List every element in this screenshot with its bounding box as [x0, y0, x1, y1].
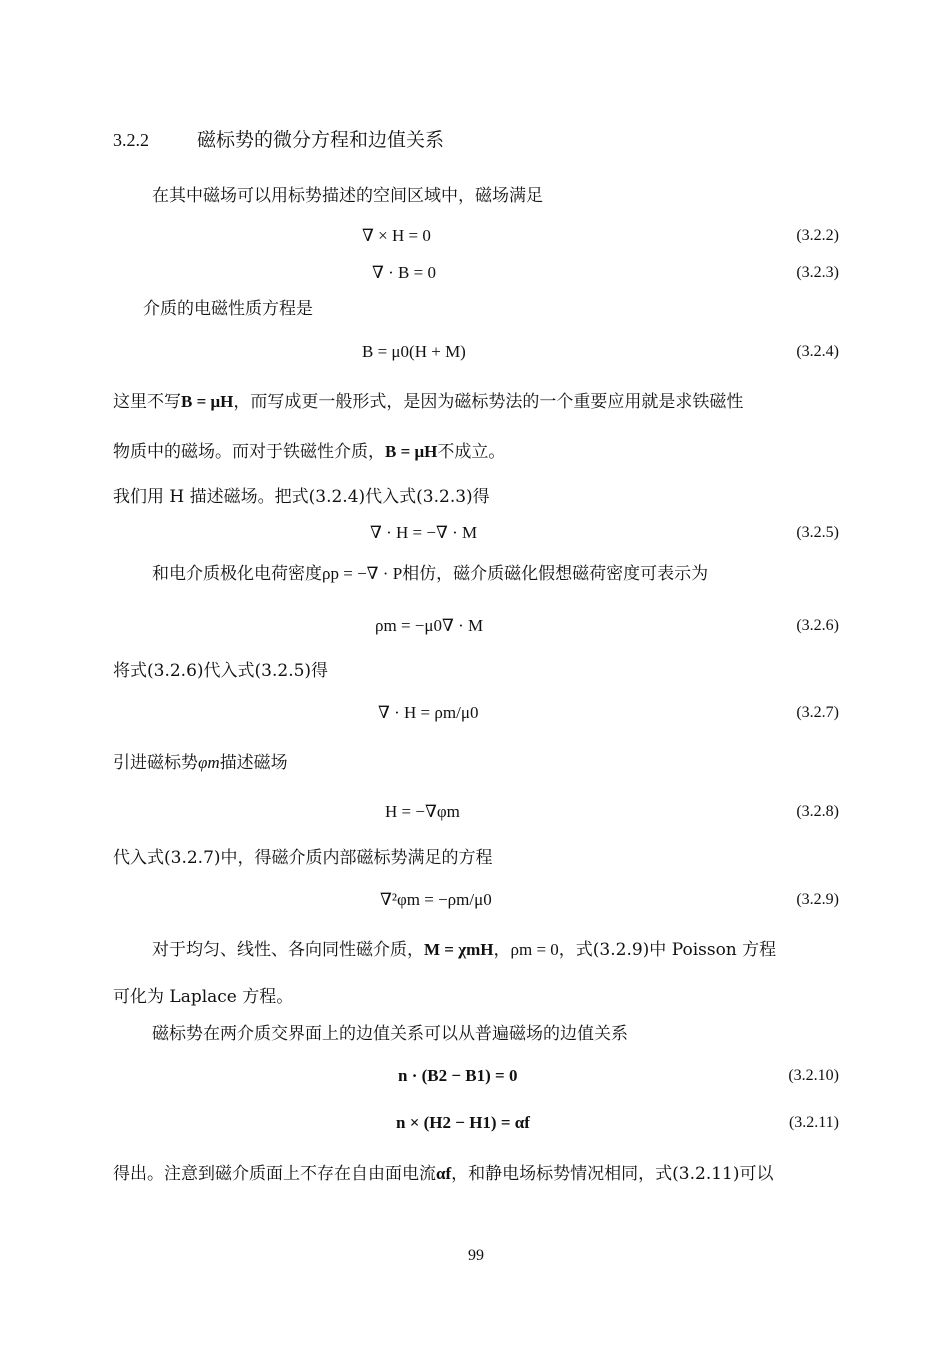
equation-expr: ∇²φm = −ρm/μ0 [380, 890, 492, 909]
paragraph-line: 在其中磁场可以用标势描述的空间区域中，磁场满足 [152, 186, 543, 206]
section-number: 3.2.2 [113, 130, 149, 150]
text-fragment: 得出。注意到磁介质面上不存在自由面电流 [113, 1164, 436, 1184]
equation-expr: ∇ × H = 0 [362, 226, 431, 245]
equation-expr: ∇ · B = 0 [372, 263, 436, 282]
equation-expr: ∇ · H = ρm/μ0 [378, 703, 479, 722]
equation-expr: ∇ · H = −∇ · M [370, 523, 478, 542]
equation-label: (3.2.2) [796, 227, 839, 244]
equation-label: (3.2.6) [796, 617, 839, 634]
inline-math: αf [436, 1164, 452, 1183]
text-fragment: 和电介质极化电荷密度 [152, 564, 322, 584]
equation [362, 225, 431, 247]
equation [372, 262, 436, 284]
section-heading [113, 129, 444, 151]
equation-expr: ρm = −μ0∇ · M [375, 616, 484, 635]
paragraph-line: 将式(3.2.6)代入式(3.2.5)得 [113, 661, 329, 681]
inline-math: ρm = 0 [510, 940, 559, 959]
equation [362, 341, 466, 363]
text-fragment: ，式(3.2.9)中 Poisson 方程 [558, 940, 777, 960]
equation [396, 1112, 530, 1134]
paragraph-line: 对于均匀、线性、各向同性磁介质，M = χmH，ρm = 0，式(3.2.9)中 Poisson 方程 [152, 940, 777, 960]
text-fragment: 相仿，磁介质磁化假想磁荷密度可表示为 [402, 564, 709, 584]
equation-label: (3.2.7) [796, 704, 839, 721]
equation-expr: n · (B2 − B1) = 0 [398, 1066, 518, 1085]
section-title: 磁标势的微分方程和边值关系 [197, 129, 445, 151]
equation-expr: B = μ0(H + M) [362, 342, 466, 361]
inline-math: φm [198, 753, 220, 772]
equation-expr: H = −∇φm [385, 802, 460, 821]
equation-label: (3.2.11) [788, 1114, 839, 1131]
text-fragment: ，而写成更一般形式，是因为磁标势法的一个重要应用就是求铁磁性 [233, 392, 744, 412]
paragraph-line [113, 752, 288, 774]
inline-math: ρp = −∇ · P [322, 564, 403, 583]
equation-label: (3.2.5) [796, 524, 839, 541]
inline-math: B = μH [385, 442, 438, 461]
paragraph-line: 可化为 Laplace 方程。 [113, 987, 294, 1007]
paragraph-line [113, 391, 743, 413]
paragraph-line [113, 1163, 774, 1185]
equation [378, 702, 478, 724]
equation [385, 801, 460, 823]
equation-label: (3.2.3) [796, 264, 839, 281]
text-fragment: 描述磁场 [219, 753, 288, 773]
page-number: 99 [468, 1247, 484, 1264]
equation-label: (3.2.4) [796, 343, 839, 360]
inline-math: B = μH [181, 392, 234, 411]
text-fragment: ，和静电场标势情况相同，式(3.2.11)可以 [451, 1164, 774, 1184]
text-fragment: 对于均匀、线性、各向同性磁介质， [152, 940, 424, 960]
equation [375, 615, 483, 637]
paragraph-line: 磁标势在两介质交界面上的边值关系可以从普遍磁场的边值关系 [152, 1024, 628, 1044]
text-fragment: 不成立。 [437, 442, 506, 462]
equation [380, 889, 492, 911]
paragraph-line [152, 563, 708, 585]
equation [370, 522, 477, 544]
equation-label: (3.2.8) [796, 803, 839, 820]
paragraph-line [113, 441, 505, 463]
equation-label: (3.2.10) [788, 1067, 839, 1084]
equation-label: (3.2.9) [796, 891, 839, 908]
equation [398, 1065, 518, 1087]
paragraph-line: 代入式(3.2.7)中，得磁介质内部磁标势满足的方程 [113, 848, 493, 868]
inline-math: M = χmH [424, 940, 494, 959]
text-fragment: 引进磁标势 [113, 753, 198, 773]
paragraph-line: 介质的电磁性质方程是 [143, 299, 313, 319]
paragraph-line: 我们用 H 描述磁场。把式(3.2.4)代入式(3.2.3)得 [113, 487, 490, 507]
text-fragment: 物质中的磁场。而对于铁磁性介质， [113, 442, 385, 462]
text-fragment: 这里不写 [113, 392, 181, 412]
equation-expr: n × (H2 − H1) = αf [396, 1113, 530, 1132]
